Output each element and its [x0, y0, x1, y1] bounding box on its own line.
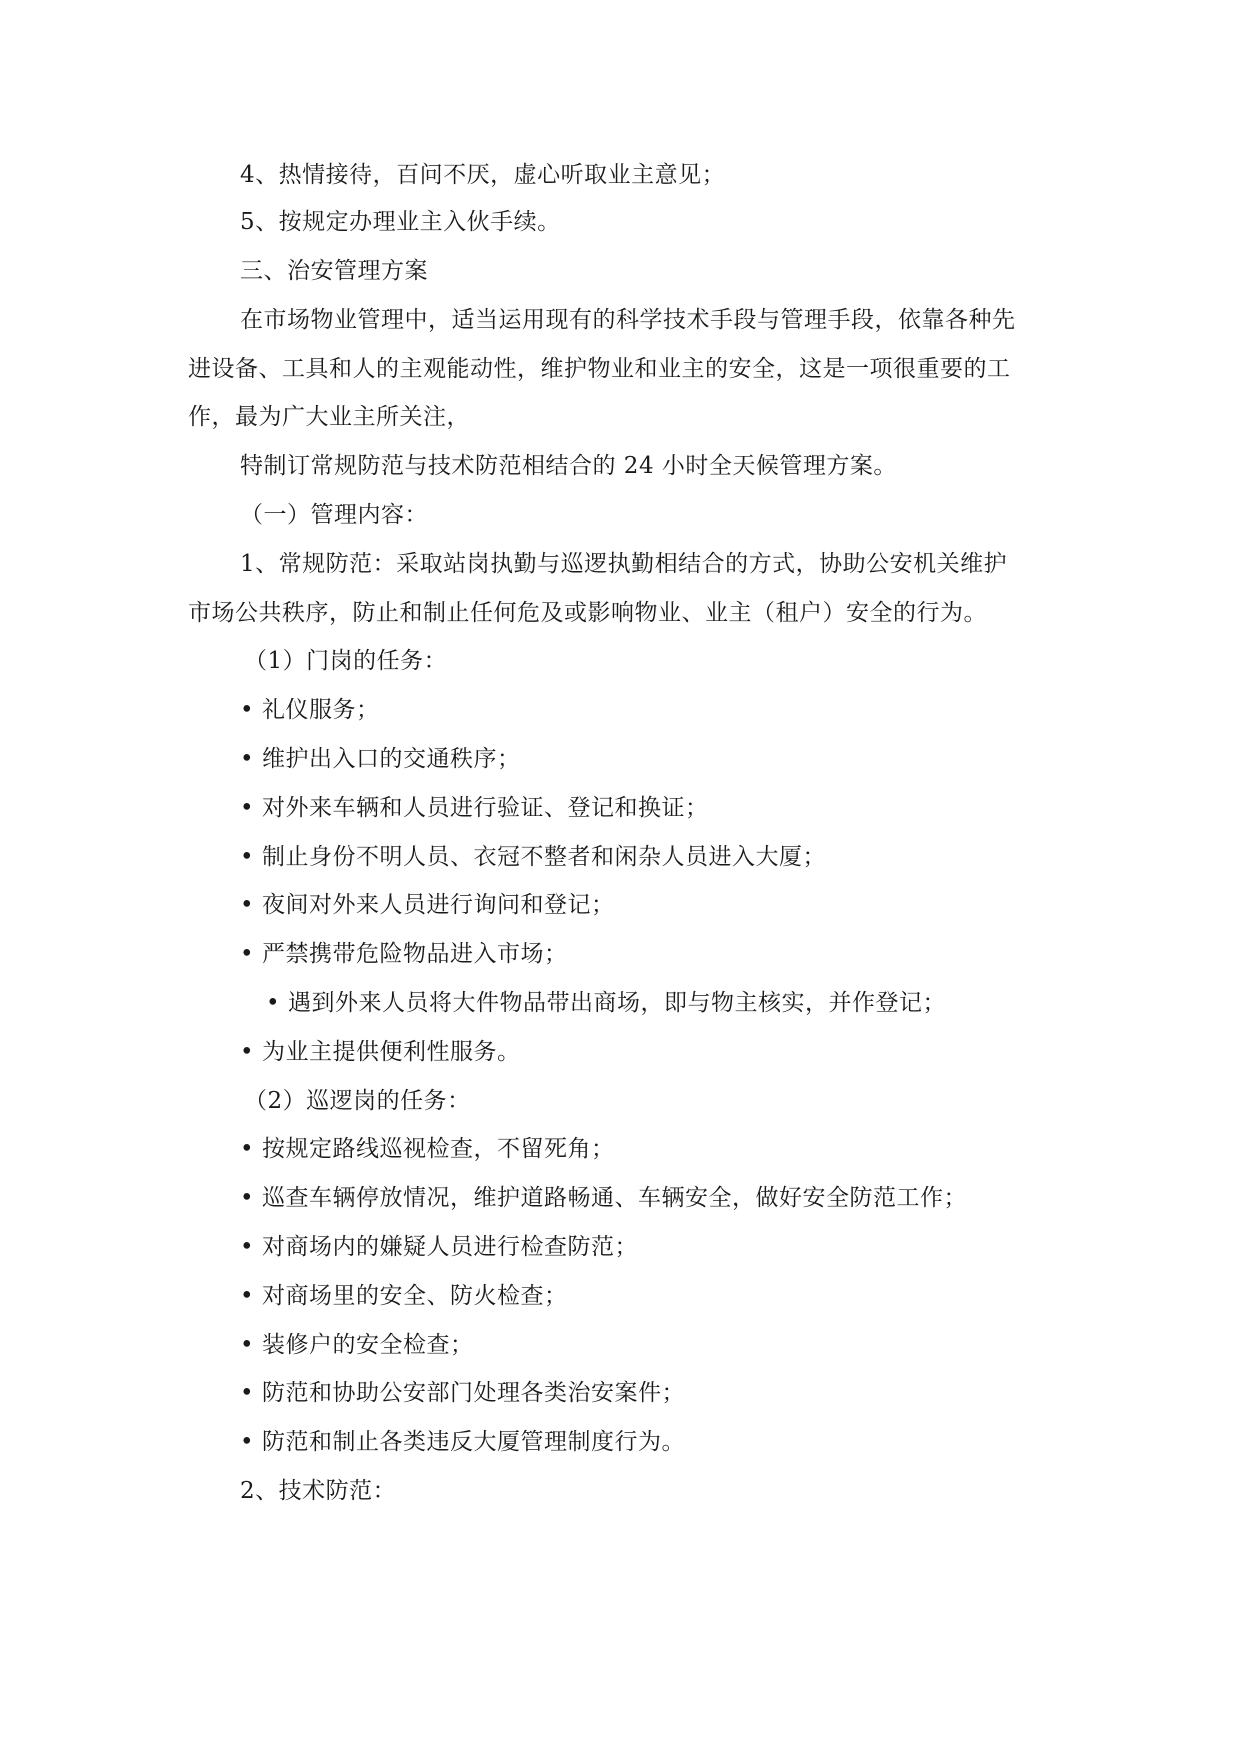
bullet-icon: • — [240, 941, 255, 967]
list-item: • 防范和制止各类违反大厦管理制度行为。 — [240, 1429, 685, 1455]
list-item: • 严禁携带危险物品进入市场； — [240, 941, 568, 967]
list-item: • 维护出入口的交通秩序； — [240, 746, 521, 772]
list-item: • 防范和协助公安部门处理各类治安案件； — [240, 1380, 685, 1406]
bullet-icon: • — [240, 1185, 255, 1211]
bullet-icon: • — [240, 1380, 255, 1406]
list-item: • 对商场里的安全、防火检查； — [240, 1283, 568, 1309]
bullet-icon: • — [240, 697, 255, 723]
bullet-icon: • — [240, 1039, 255, 1065]
paragraph-intro-line-3: 作，最为广大业主所关注， — [188, 404, 470, 430]
paragraph-24h-plan: 特制订常规防范与技术防范相结合的 24 小时全天候管理方案。 — [240, 453, 897, 479]
bullet-icon: • — [240, 1332, 255, 1358]
list-item: • 巡查车辆停放情况，维护道路畅通、车辆安全，做好安全防范工作； — [240, 1185, 967, 1211]
bullet-icon: • — [240, 892, 255, 918]
list-item: • 制止身份不明人员、衣冠不整者和闲杂人员进入大厦； — [240, 844, 826, 870]
item-technical-prevention: 2、技术防范： — [240, 1478, 397, 1504]
list-item: • 夜间对外来人员进行询问和登记； — [240, 892, 615, 918]
paragraph-routine-line-2: 市场公共秩序，防止和制止任何危及或影响物业、业主（租户）安全的行为。 — [188, 600, 987, 626]
item-reception: 4、热情接待，百问不厌，虚心听取业主意见； — [240, 162, 726, 188]
bullet-icon: • — [266, 990, 281, 1016]
list-item-indented: • 遇到外来人员将大件物品带出商场，即与物主核实，并作登记； — [266, 990, 946, 1016]
subheading-patrol-post-tasks: （2）巡逻岗的任务： — [244, 1088, 471, 1114]
bullet-icon: • — [240, 1283, 255, 1309]
paragraph-intro-line-2: 进设备、工具和人的主观能动性，维护物业和业主的安全，这是一项很重要的工 — [188, 356, 1011, 382]
bullet-icon: • — [240, 844, 255, 870]
list-item: • 对外来车辆和人员进行验证、登记和换证； — [240, 795, 709, 821]
section-heading-security-plan: 三、治安管理方案 — [240, 258, 428, 284]
bullet-icon: • — [240, 1234, 255, 1260]
subheading-management-content: （一）管理内容： — [240, 502, 428, 528]
bullet-icon: • — [240, 1136, 255, 1162]
list-item: • 对商场内的嫌疑人员进行检查防范； — [240, 1234, 638, 1260]
bullet-icon: • — [240, 795, 255, 821]
paragraph-intro-line-1: 在市场物业管理中，适当运用现有的科学技术手段与管理手段，依靠各种先 — [240, 307, 1016, 333]
item-move-in: 5、按规定办理业主入伙手续。 — [240, 209, 561, 235]
paragraph-routine-line-1: 1、常规防范：采取站岗执勤与巡逻执勤相结合的方式，协助公安机关维护 — [240, 551, 1008, 577]
subheading-gate-post-tasks: （1）门岗的任务： — [244, 648, 448, 674]
list-item: • 礼仪服务； — [240, 697, 380, 723]
list-item: • 为业主提供便利性服务。 — [240, 1039, 521, 1065]
bullet-icon: • — [240, 1429, 255, 1455]
list-item: • 装修户的安全检查； — [240, 1332, 474, 1358]
bullet-icon: • — [240, 746, 255, 772]
list-item: • 按规定路线巡视检查，不留死角； — [240, 1136, 615, 1162]
